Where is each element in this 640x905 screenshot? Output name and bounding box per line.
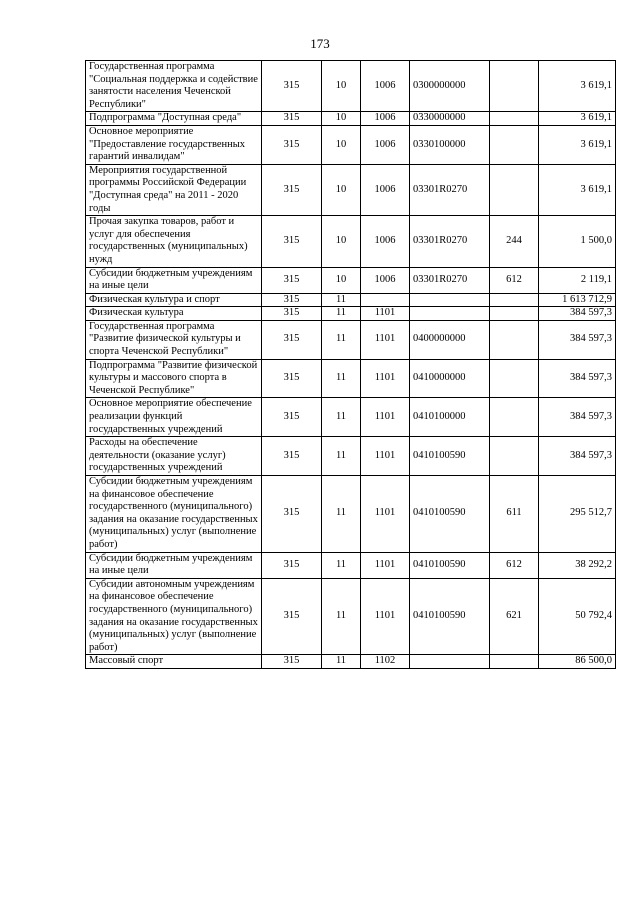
row-amount: 1 613 712,9 bbox=[539, 293, 616, 307]
row-target-article: 0410000000 bbox=[410, 359, 490, 398]
row-expense-type: 612 bbox=[490, 552, 539, 578]
row-expense-type bbox=[490, 359, 539, 398]
row-subsection: 1101 bbox=[361, 359, 410, 398]
row-subsection bbox=[361, 293, 410, 307]
row-name: Субсидии бюджетным учреждениям на финансовое обеспечение государственного (муниципального) задания на оказание государственных (муниципальных) услуг (выполнение работ) bbox=[86, 476, 262, 553]
row-expense-type bbox=[490, 293, 539, 307]
row-code: 315 bbox=[262, 125, 322, 164]
row-name: Государственная программа "Социальная поддержка и содействие занятости населения Чеченской Республики" bbox=[86, 61, 262, 112]
row-section: 11 bbox=[322, 398, 361, 437]
row-expense-type bbox=[490, 655, 539, 669]
row-amount: 384 597,3 bbox=[539, 437, 616, 476]
row-section: 11 bbox=[322, 655, 361, 669]
table-row bbox=[86, 398, 616, 437]
row-code: 315 bbox=[262, 437, 322, 476]
row-amount: 3 619,1 bbox=[539, 112, 616, 126]
row-target-article: 0410100590 bbox=[410, 578, 490, 655]
row-expense-type: 612 bbox=[490, 267, 539, 293]
row-code: 315 bbox=[262, 216, 322, 267]
table-row bbox=[86, 552, 616, 578]
row-section: 10 bbox=[322, 267, 361, 293]
row-section: 10 bbox=[322, 125, 361, 164]
row-section: 11 bbox=[322, 320, 361, 359]
row-amount: 3 619,1 bbox=[539, 164, 616, 215]
row-amount: 38 292,2 bbox=[539, 552, 616, 578]
row-code: 315 bbox=[262, 112, 322, 126]
row-code: 315 bbox=[262, 655, 322, 669]
row-target-article: 0410100590 bbox=[410, 552, 490, 578]
row-target-article: 03301R0270 bbox=[410, 267, 490, 293]
row-code: 315 bbox=[262, 359, 322, 398]
row-section: 11 bbox=[322, 293, 361, 307]
row-section: 11 bbox=[322, 359, 361, 398]
row-section: 10 bbox=[322, 112, 361, 126]
page-number: 173 bbox=[310, 36, 330, 51]
row-amount: 2 119,1 bbox=[539, 267, 616, 293]
row-name: Основное мероприятие "Предоставление государственных гарантий инвалидам" bbox=[86, 125, 262, 164]
row-amount: 295 512,7 bbox=[539, 476, 616, 553]
row-expense-type: 611 bbox=[490, 476, 539, 553]
row-target-article: 0410100000 bbox=[410, 398, 490, 437]
row-expense-type bbox=[490, 61, 539, 112]
row-expense-type bbox=[490, 320, 539, 359]
row-name: Подпрограмма "Доступная среда" bbox=[86, 112, 262, 126]
row-name: Подпрограмма "Развитие физической культуры и массового спорта в Чеченской Республике" bbox=[86, 359, 262, 398]
row-name: Основное мероприятие обеспечение реализации функций государственных учреждений bbox=[86, 398, 262, 437]
row-code: 315 bbox=[262, 476, 322, 553]
row-name: Мероприятия государственной программы Российской Федерации "Доступная среда" на 2011 - 2020 годы bbox=[86, 164, 262, 215]
row-subsection: 1006 bbox=[361, 112, 410, 126]
row-subsection: 1101 bbox=[361, 552, 410, 578]
row-name: Субсидии бюджетным учреждениям на иные цели bbox=[86, 552, 262, 578]
row-section: 11 bbox=[322, 476, 361, 553]
row-target-article: 0410100590 bbox=[410, 437, 490, 476]
row-subsection: 1101 bbox=[361, 398, 410, 437]
row-code: 315 bbox=[262, 307, 322, 321]
table-row bbox=[86, 437, 616, 476]
row-target-article: 0400000000 bbox=[410, 320, 490, 359]
row-expense-type: 621 bbox=[490, 578, 539, 655]
row-name: Субсидии бюджетным учреждениям на иные цели bbox=[86, 267, 262, 293]
row-name: Субсидии автономным учреждениям на финансовое обеспечение государственного (муниципального) задания на оказание государственных (муниципальных) услуг (выполнение работ) bbox=[86, 578, 262, 655]
row-target-article: 03301R0270 bbox=[410, 164, 490, 215]
row-section: 11 bbox=[322, 437, 361, 476]
row-expense-type bbox=[490, 398, 539, 437]
row-name: Прочая закупка товаров, работ и услуг для обеспечения государственных (муниципальных) нужд bbox=[86, 216, 262, 267]
row-expense-type bbox=[490, 125, 539, 164]
table-row bbox=[86, 307, 616, 321]
row-amount: 384 597,3 bbox=[539, 307, 616, 321]
table-row bbox=[86, 61, 616, 112]
row-target-article: 03301R0270 bbox=[410, 216, 490, 267]
row-subsection: 1006 bbox=[361, 216, 410, 267]
row-name: Физическая культура bbox=[86, 307, 262, 321]
row-subsection: 1006 bbox=[361, 267, 410, 293]
row-subsection: 1101 bbox=[361, 476, 410, 553]
row-expense-type: 244 bbox=[490, 216, 539, 267]
row-amount: 50 792,4 bbox=[539, 578, 616, 655]
row-code: 315 bbox=[262, 578, 322, 655]
row-name: Массовый спорт bbox=[86, 655, 262, 669]
row-amount: 3 619,1 bbox=[539, 61, 616, 112]
table-row bbox=[86, 578, 616, 655]
row-code: 315 bbox=[262, 320, 322, 359]
row-name: Физическая культура и спорт bbox=[86, 293, 262, 307]
row-code: 315 bbox=[262, 293, 322, 307]
row-subsection: 1006 bbox=[361, 125, 410, 164]
table-row bbox=[86, 164, 616, 215]
row-section: 10 bbox=[322, 216, 361, 267]
row-expense-type bbox=[490, 307, 539, 321]
budget-table bbox=[85, 60, 616, 669]
row-amount: 86 500,0 bbox=[539, 655, 616, 669]
row-section: 11 bbox=[322, 578, 361, 655]
row-name: Государственная программа "Развитие физической культуры и спорта Чеченской Республики" bbox=[86, 320, 262, 359]
row-code: 315 bbox=[262, 398, 322, 437]
row-code: 315 bbox=[262, 61, 322, 112]
row-target-article bbox=[410, 293, 490, 307]
row-code: 315 bbox=[262, 164, 322, 215]
row-name: Расходы на обеспечение деятельности (оказание услуг) государственных учреждений bbox=[86, 437, 262, 476]
row-target-article: 0300000000 bbox=[410, 61, 490, 112]
row-expense-type bbox=[490, 164, 539, 215]
row-subsection: 1102 bbox=[361, 655, 410, 669]
table-row bbox=[86, 112, 616, 126]
row-amount: 384 597,3 bbox=[539, 398, 616, 437]
table-row bbox=[86, 655, 616, 669]
row-section: 10 bbox=[322, 61, 361, 112]
row-amount: 3 619,1 bbox=[539, 125, 616, 164]
table-row bbox=[86, 320, 616, 359]
row-amount: 384 597,3 bbox=[539, 359, 616, 398]
table-row bbox=[86, 476, 616, 553]
row-expense-type bbox=[490, 437, 539, 476]
row-section: 10 bbox=[322, 164, 361, 215]
row-subsection: 1006 bbox=[361, 61, 410, 112]
row-target-article: 0330100000 bbox=[410, 125, 490, 164]
row-target-article: 0330000000 bbox=[410, 112, 490, 126]
row-subsection: 1006 bbox=[361, 164, 410, 215]
row-subsection: 1101 bbox=[361, 437, 410, 476]
row-code: 315 bbox=[262, 267, 322, 293]
row-expense-type bbox=[490, 112, 539, 126]
row-code: 315 bbox=[262, 552, 322, 578]
table-row bbox=[86, 125, 616, 164]
row-target-article bbox=[410, 307, 490, 321]
table-row bbox=[86, 359, 616, 398]
row-amount: 1 500,0 bbox=[539, 216, 616, 267]
table-row bbox=[86, 216, 616, 267]
row-amount: 384 597,3 bbox=[539, 320, 616, 359]
table-row bbox=[86, 293, 616, 307]
row-section: 11 bbox=[322, 307, 361, 321]
row-subsection: 1101 bbox=[361, 578, 410, 655]
row-section: 11 bbox=[322, 552, 361, 578]
row-subsection: 1101 bbox=[361, 320, 410, 359]
row-subsection: 1101 bbox=[361, 307, 410, 321]
row-target-article: 0410100590 bbox=[410, 476, 490, 553]
row-target-article bbox=[410, 655, 490, 669]
budget-table-body bbox=[86, 61, 616, 669]
table-row bbox=[86, 267, 616, 293]
